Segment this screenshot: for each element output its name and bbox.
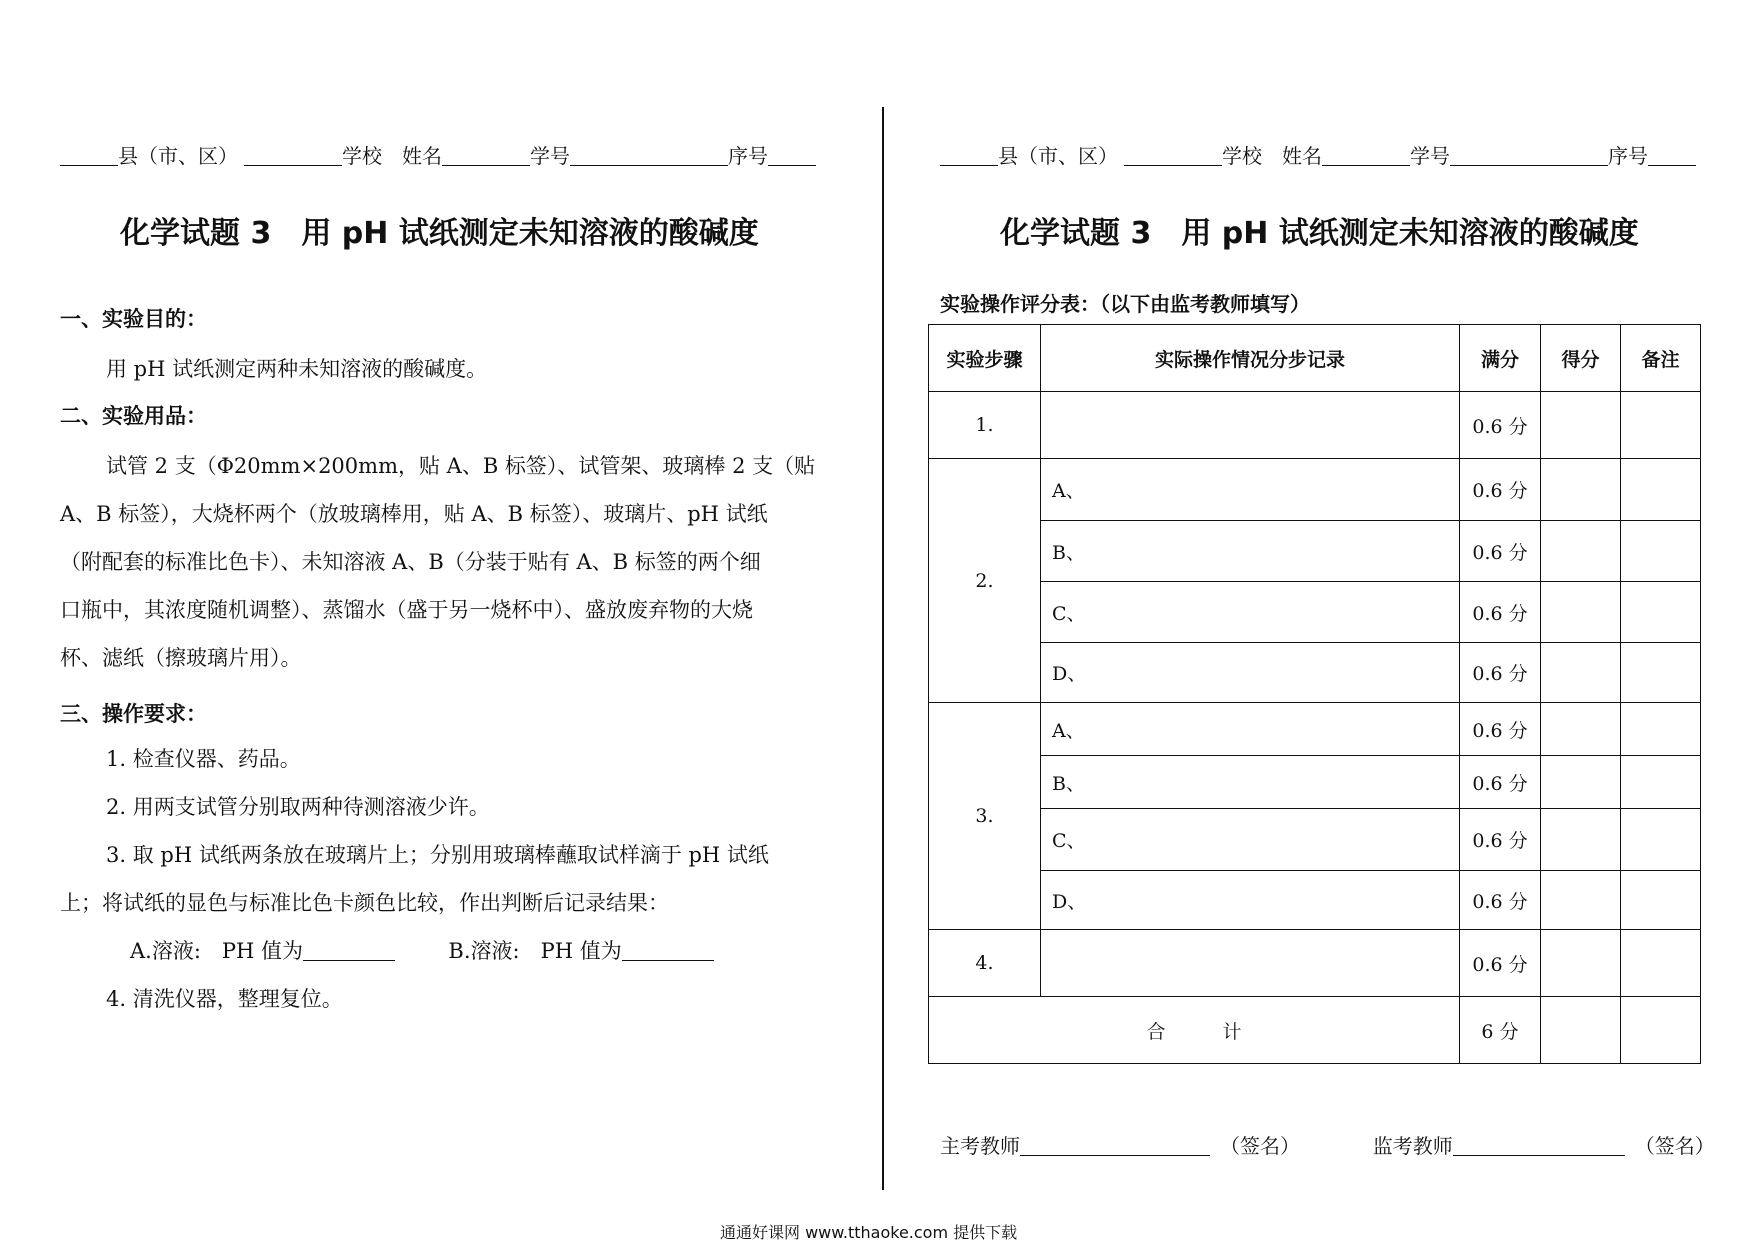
record-cell[interactable]: B、 [1041, 521, 1460, 582]
step-cell: 3. [929, 703, 1041, 930]
col-remark: 备注 [1621, 325, 1701, 392]
col-score: 得分 [1541, 325, 1621, 392]
table-header-row [929, 325, 1701, 392]
student-no-blank[interactable] [1450, 147, 1608, 166]
remark-cell[interactable] [1621, 459, 1701, 521]
seq-blank[interactable] [1648, 147, 1696, 166]
step-3-line2: 上；将试纸的显色与标准比色卡颜色比较，作出判断后记录结果： [60, 891, 669, 915]
step-cell: 4. [929, 930, 1041, 997]
total-score: 6 分 [1460, 997, 1541, 1064]
chief-teacher-blank[interactable] [1020, 1137, 1210, 1156]
table-row [929, 871, 1701, 930]
record-cell[interactable]: A、 [1041, 703, 1460, 756]
full-score-cell: 0.6 分 [1460, 459, 1541, 521]
county-label: 县（市、区） [118, 144, 238, 168]
sec2-line: 杯、滤纸（擦玻璃片用）。 [60, 646, 302, 670]
record-cell[interactable]: B、 [1041, 756, 1460, 809]
record-cell[interactable]: D、 [1041, 643, 1460, 703]
table-row [929, 521, 1701, 582]
record-cell[interactable] [1041, 930, 1460, 997]
full-score-cell: 0.6 分 [1460, 809, 1541, 871]
full-score-cell: 0.6 分 [1460, 871, 1541, 930]
remark-cell[interactable] [1621, 521, 1701, 582]
left-header-line [60, 140, 816, 169]
remark-cell[interactable] [1621, 930, 1701, 997]
step-3-line1: 3. 取 pH 试纸两条放在玻璃片上；分别用玻璃棒蘸取试样滴于 pH 试纸 [106, 843, 769, 867]
remark-cell[interactable] [1621, 582, 1701, 643]
record-cell[interactable]: C、 [1041, 582, 1460, 643]
table-row [929, 643, 1701, 703]
sec2-text [60, 442, 830, 682]
left-title: 化学试题 3 用 pH 试纸测定未知溶液的酸碱度 [120, 216, 759, 251]
record-cell[interactable]: C、 [1041, 809, 1460, 871]
score-cell[interactable] [1541, 459, 1621, 521]
remark-cell[interactable] [1621, 703, 1701, 756]
proctor-teacher-label: 监考教师 [1372, 1134, 1453, 1158]
right-title: 化学试题 3 用 pH 试纸测定未知溶液的酸碱度 [1000, 216, 1639, 251]
full-score-cell: 0.6 分 [1460, 521, 1541, 582]
col-step: 实验步骤 [929, 325, 1041, 392]
score-cell[interactable] [1541, 756, 1621, 809]
name-label: 姓名 [402, 144, 442, 168]
sec1-title: 一、实验目的： [60, 307, 207, 331]
step-cell: 1. [929, 392, 1041, 459]
sec2-line: （附配套的标准比色卡）、未知溶液 A、B（分装于贴有 A、B 标签的两个细 [60, 550, 761, 574]
student-no-blank[interactable] [570, 147, 728, 166]
right-header-line [940, 140, 1696, 169]
proctor-teacher-blank[interactable] [1453, 1137, 1625, 1156]
total-remark-cell[interactable] [1621, 997, 1701, 1064]
score-cell[interactable] [1541, 930, 1621, 997]
sec1-text: 用 pH 试纸测定两种未知溶液的酸碱度。 [106, 357, 488, 381]
student-no-label: 学号 [530, 144, 570, 168]
school-blank[interactable] [244, 147, 342, 166]
full-score-cell: 0.6 分 [1460, 930, 1541, 997]
sec3-steps [60, 735, 840, 1023]
name-label: 姓名 [1282, 144, 1322, 168]
remark-cell[interactable] [1621, 809, 1701, 871]
full-score-cell: 0.6 分 [1460, 643, 1541, 703]
remark-cell[interactable] [1621, 871, 1701, 930]
table-row [929, 756, 1701, 809]
score-table [928, 324, 1701, 1064]
score-cell[interactable] [1541, 643, 1621, 703]
name-blank[interactable] [1322, 147, 1410, 166]
signature-line [940, 1130, 1715, 1159]
county-blank[interactable] [940, 147, 998, 166]
result-a-blank[interactable] [303, 942, 395, 961]
seq-blank[interactable] [768, 147, 816, 166]
chief-teacher-label: 主考教师 [940, 1134, 1020, 1158]
page-divider [882, 107, 884, 1190]
table-row [929, 459, 1701, 521]
step-2: 2. 用两支试管分别取两种待测溶液少许。 [106, 795, 490, 819]
chief-sign-label: （签名） [1220, 1134, 1300, 1158]
school-label: 学校 [342, 144, 382, 168]
score-cell[interactable] [1541, 703, 1621, 756]
col-record: 实际操作情况分步记录 [1041, 325, 1460, 392]
full-score-cell: 0.6 分 [1460, 756, 1541, 809]
table-row [929, 582, 1701, 643]
score-cell[interactable] [1541, 871, 1621, 930]
footer-credit: 通通好课网 www.tthaoke.com 提供下载 [720, 1223, 1018, 1242]
record-cell[interactable]: A、 [1041, 459, 1460, 521]
sec3-title: 三、操作要求： [60, 702, 207, 726]
county-blank[interactable] [60, 147, 118, 166]
full-score-cell: 0.6 分 [1460, 582, 1541, 643]
total-score-cell[interactable] [1541, 997, 1621, 1064]
full-score-cell: 0.6 分 [1460, 703, 1541, 756]
step-1: 1. 检查仪器、药品。 [106, 747, 301, 771]
table-row [929, 809, 1701, 871]
result-b-blank[interactable] [622, 942, 714, 961]
score-cell[interactable] [1541, 809, 1621, 871]
result-line [60, 927, 840, 975]
sec2-title: 二、实验用品： [60, 404, 207, 428]
score-cell[interactable] [1541, 392, 1621, 459]
total-label: 合 计 [929, 997, 1460, 1064]
remark-cell[interactable] [1621, 392, 1701, 459]
table-row [929, 392, 1701, 459]
step-4: 4. 清洗仪器，整理复位。 [106, 987, 343, 1011]
proctor-sign-label: （签名） [1634, 1134, 1715, 1158]
seq-label: 序号 [728, 144, 768, 168]
sec2-line: 试管 2 支（Φ20mm×200mm，贴 A、B 标签）、试管架、玻璃棒 2 支（贴 [106, 454, 816, 478]
total-row [929, 997, 1701, 1064]
remark-cell[interactable] [1621, 643, 1701, 703]
name-blank[interactable] [442, 147, 530, 166]
score-cell[interactable] [1541, 582, 1621, 643]
result-a-label: A.溶液: PH 值为 [130, 939, 304, 963]
record-cell[interactable] [1041, 392, 1460, 459]
step-cell: 2. [929, 459, 1041, 703]
result-b-label: B.溶液: PH 值为 [448, 939, 622, 963]
sec2-line: A、B 标签），大烧杯两个（放玻璃棒用，贴 A、B 标签）、玻璃片、pH 试纸 [60, 502, 768, 526]
record-cell[interactable]: D、 [1041, 871, 1460, 930]
full-score-cell: 0.6 分 [1460, 392, 1541, 459]
score-cell[interactable] [1541, 521, 1621, 582]
table-caption: 实验操作评分表：（以下由监考教师填写） [940, 292, 1310, 316]
sec2-line: 口瓶中，其浓度随机调整）、蒸馏水（盛于另一烧杯中）、盛放废弃物的大烧 [60, 598, 753, 622]
school-blank[interactable] [1124, 147, 1222, 166]
seq-label: 序号 [1608, 144, 1648, 168]
student-no-label: 学号 [1410, 144, 1450, 168]
remark-cell[interactable] [1621, 756, 1701, 809]
table-row [929, 930, 1701, 997]
col-full-score: 满分 [1460, 325, 1541, 392]
county-label: 县（市、区） [998, 144, 1118, 168]
table-row [929, 703, 1701, 756]
school-label: 学校 [1222, 144, 1262, 168]
